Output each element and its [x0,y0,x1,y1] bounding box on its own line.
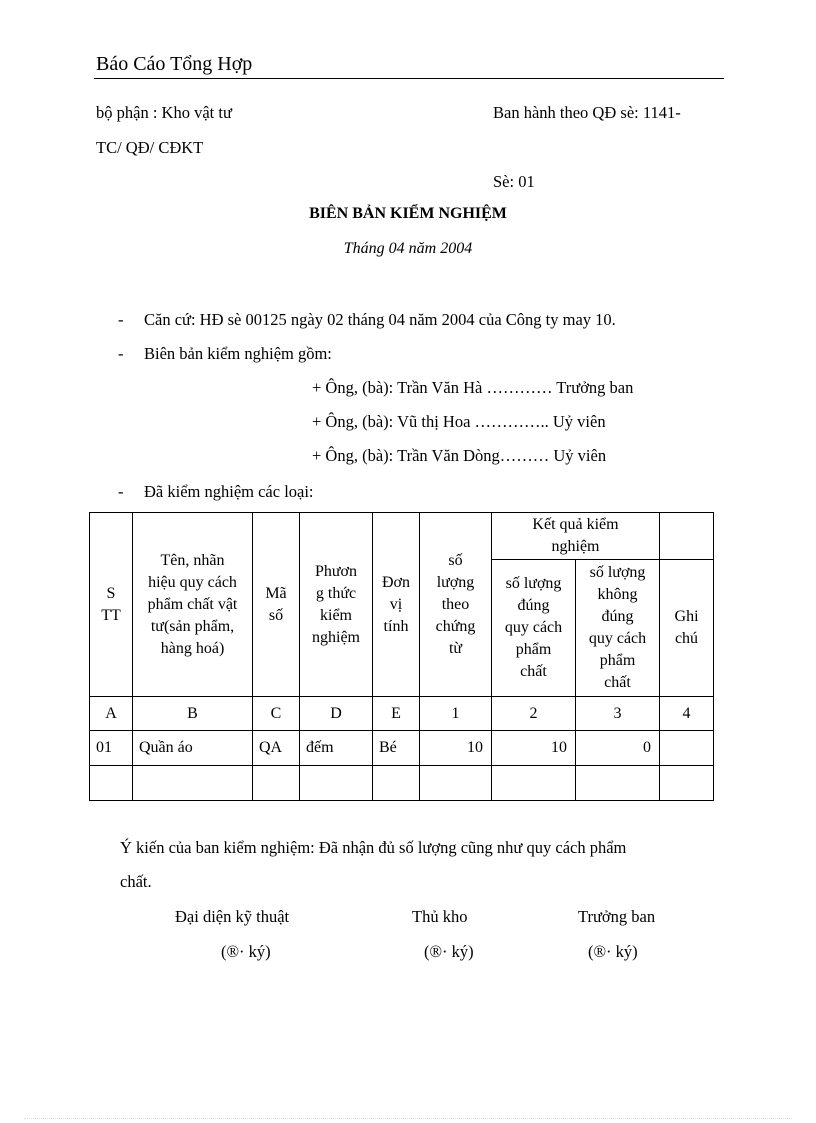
page-bottom-border [24,1118,792,1119]
header-qty-ok-line: quy cách [504,619,563,636]
header-item-name-line: hiệu quy cách [148,573,237,591]
bullet-marker: - [118,482,124,501]
committee-member: + Ông, (bà): Vũ thị Hoa ………….. Uỷ viên [312,412,606,431]
header-qty-not-ok-line: không [597,586,638,603]
header-qty-ok-line: phẩm [515,641,552,658]
header-qty-doc-line: theo [441,595,470,613]
header-method-line: kiểm [320,606,352,624]
header-item-name-line: hàng hoá) [160,639,225,657]
header-qty-not-ok-line: đúng [601,608,634,625]
report-header-title: Báo Cáo Tổng Hợp [96,53,253,75]
signature-role-chair: Trưởng ban [578,907,656,926]
decision-reference-line2: TC/ QĐ/ CĐKT [96,138,204,157]
header-item-name-line: Tên, nhãn [160,551,225,569]
header-qty-doc-line: lượng [436,573,475,591]
index-cell: C [253,697,300,731]
index-cell: B [133,697,253,731]
table-row [90,766,714,801]
table-index-row [90,697,714,731]
header-stt [90,513,133,697]
cell-qty-ok: 10 [492,731,576,766]
cell-item-name: Quần áo [133,731,253,766]
header-qty-ok-line: số lượng [505,575,562,592]
cell-stt [90,766,133,801]
header-note-top [660,513,714,560]
header-qty-nonconforming [576,560,660,697]
header-unit [373,513,420,697]
header-unit-line: Đơn [381,573,410,591]
header-qty-not-ok-line: phẩm [599,652,636,669]
inspected-intro: Đã kiểm nghiệm các loại: [144,482,314,501]
cell-item-name [133,766,253,801]
bullet-marker: - [118,344,124,363]
index-cell: A [90,697,133,731]
header-qty-not-ok-line: quy cách [588,630,647,647]
header-qty-not-ok-line: chất [604,674,631,691]
header-method [300,513,373,697]
header-qty-ok-line: đúng [517,597,550,614]
cell-qty-doc: 10 [420,731,492,766]
header-note-line: Ghi [674,608,699,625]
decision-reference-line1: Ban hành theo QĐ sè: 1141- [493,103,681,122]
header-qty-by-document [420,513,492,697]
index-cell: 3 [576,697,660,731]
committee-member: + Ông, (bà): Trần Văn Dòng……… Uỷ viên [312,446,607,465]
header-code-line: số [268,606,284,624]
table-row [90,731,714,766]
index-cell: 2 [492,697,576,731]
cell-code [253,766,300,801]
cell-method [300,766,373,801]
header-qty-conforming [492,560,576,697]
header-qty-doc-line: chứng [435,617,476,635]
header-item-name-line: phẩm chất vật [147,595,238,613]
header-qty-doc-line: từ [448,639,463,657]
index-cell: 4 [660,697,714,731]
document-date: Tháng 04 năm 2004 [343,240,473,257]
header-method-line: nghiệm [312,628,360,646]
signature-line-chair: (®· ký) [588,942,638,961]
index-cell: D [300,697,373,731]
document-number: Sè: 01 [493,172,535,191]
header-code-line: Mã [265,584,287,602]
cell-note [660,731,714,766]
header-method-line: Phươn [314,562,358,580]
header-divider [94,78,724,79]
header-qty-ok-line: chất [520,663,547,680]
cell-qty-ok [492,766,576,801]
cell-stt: 01 [90,731,133,766]
cell-code: QA [253,731,300,766]
header-note [660,560,714,697]
header-unit-line: tính [383,617,409,635]
header-qty-doc-line: số [448,551,463,569]
header-item-name-line: tư(sản phẩm, [150,617,235,635]
cell-qty-not-ok: 0 [576,731,660,766]
committee-member: + Ông, (bà): Trần Văn Hà ………… Trưởng ban [312,378,634,397]
signature-line-technical: (®· ký) [221,942,271,961]
signature-line-storekeeper: (®· ký) [424,942,474,961]
cell-qty-doc [420,766,492,801]
header-note-line: chú [674,630,699,647]
committee-opinion-line2: chất. [120,872,152,891]
header-result-line: Kết quả kiểm [532,516,619,533]
header-item-name [133,513,253,697]
committee-intro: Biên bản kiểm nghiệm gồm: [144,344,332,363]
header-result-line: nghiệm [551,538,600,555]
committee-opinion-line1: Ý kiến của ban kiểm nghiệm: Đã nhận đủ số lượng cũng như quy cách phẩm [120,838,627,857]
header-code [253,513,300,697]
cell-unit: Bé [373,731,420,766]
department-label: bộ phận : Kho vật tư [96,103,232,122]
signature-role-storekeeper: Thủ kho [412,907,468,926]
basis-text: Căn cứ: HĐ sè 00125 ngày 02 tháng 04 năm 2004 của Công ty may 10. [144,310,616,329]
cell-unit [373,766,420,801]
bullet-marker: - [118,310,124,329]
header-inspection-result [492,513,660,560]
cell-note [660,766,714,801]
header-method-line: g thức [315,584,357,602]
header-stt-line: TT [101,606,121,624]
index-cell: E [373,697,420,731]
inspection-table [89,512,714,801]
cell-qty-not-ok [576,766,660,801]
cell-method: đếm [300,731,373,766]
document-title: BIÊN BẢN KIỂM NGHIỆM [309,205,507,222]
header-unit-line: vị [389,595,403,613]
signature-role-technical: Đại diện kỹ thuật [175,907,290,926]
index-cell: 1 [420,697,492,731]
header-qty-not-ok-line: số lượng [589,564,646,581]
header-stt-line: S [106,584,116,602]
